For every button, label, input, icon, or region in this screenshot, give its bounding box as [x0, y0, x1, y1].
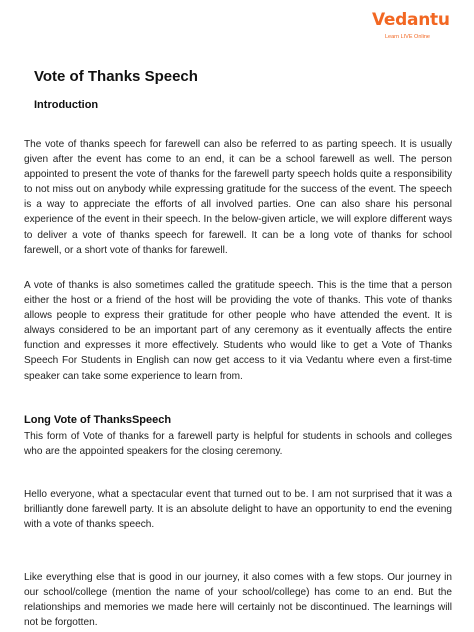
long-speech-paragraph-3: Like everything else that is good in our journey, it also comes with a few stops. Our journey in our school/college (mention the name of your school/college) has come to an end. But the relationships and memories we made here will certainly not be discontinued. The learnings will not be forgotten.	[24, 572, 452, 629]
introduction-heading: Introduction	[34, 99, 99, 111]
intro-paragraph-2: A vote of thanks is also sometimes called the gratitude speech. This is the time that a person either the host or a friend of the host will be providing the vote of thanks. This vote of thanks allows people to express their gratitude for other people who have attended the event. It is always considered to be an important part of any ceremony as it eventually affects the entire function and expresses it more effectively. Students who would like to get a Vote of Thanks Speech For Students in English can now get access to it via Vedantu where even a first-time speaker can take some experience to learn from.	[24, 280, 452, 382]
document-title: Vote of Thanks Speech	[34, 68, 198, 85]
intro-paragraph-1: The vote of thanks speech for farewell can also be referred to as parting speech. It is usually given after the event has come to an end, it can be a school farewell as well. The person appointed to present the vote of thanks for the farewell party speech holds quite a responsibility to not miss out on anybody while expressing gratitude for the success of the event. The speech is a way to appreciate the efforts of all involved parties. One can also share his personal experience of the event in their speech. In the below-given article, we will explore different ways to deliver a vote of thanks speech for farewell. It can be a long vote of thanks for school farewell, or a short vote of thanks for farewell.	[24, 139, 452, 256]
long-speech-paragraph-1: This form of Vote of thanks for a farewell party is helpful for students in schools and colleges who are the appointed speakers for the closing ceremony.	[24, 431, 452, 458]
logo-tagline: Learn LIVE Online	[385, 34, 430, 40]
long-speech-paragraph-2: Hello everyone, what a spectacular event that turned out to be. I am not surprised that it was a brilliantly done farewell party. It is an absolute delight to have an opportunity to end the evening with a vote of thanks speech.	[24, 489, 452, 531]
vedantu-logo	[370, 10, 450, 46]
logo-wordmark: Vedantu	[372, 10, 450, 30]
long-speech-heading: Long Vote of ThanksSpeech	[24, 414, 172, 426]
